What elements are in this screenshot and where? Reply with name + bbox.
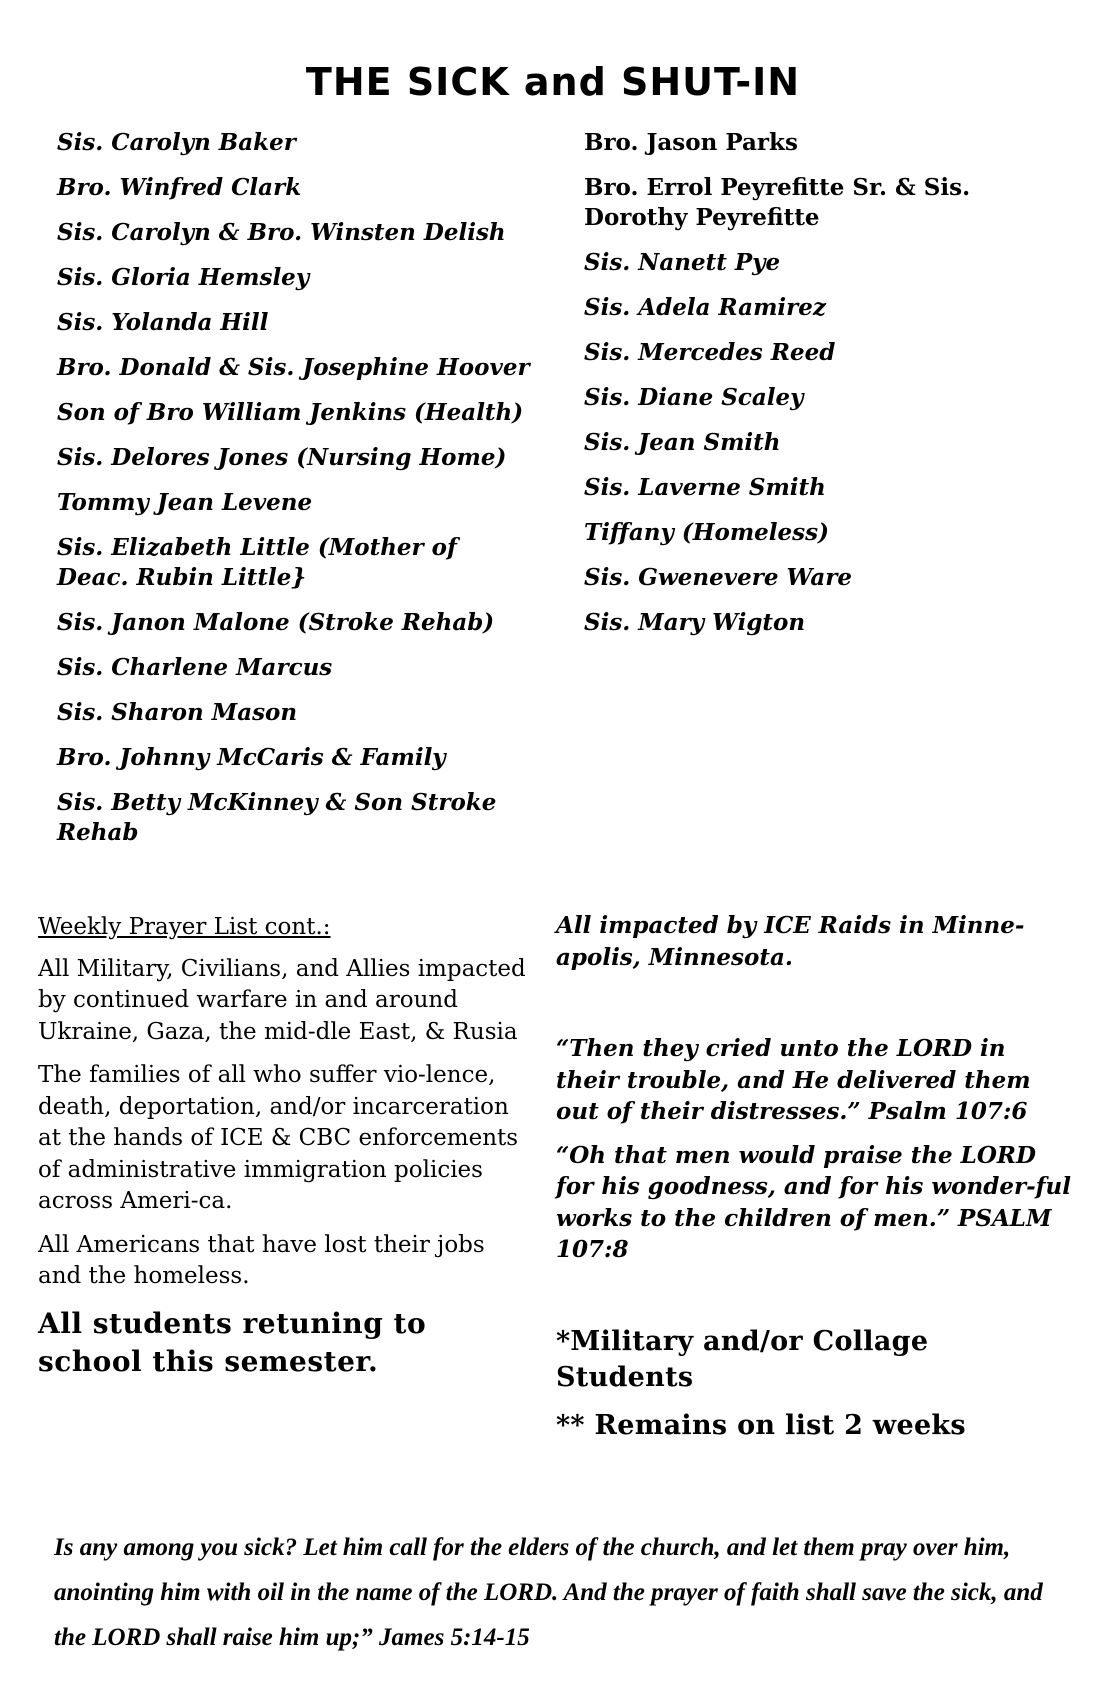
list-item: Sis. Diane Scaley xyxy=(584,384,804,411)
page-title: THE SICK and SHUT-IN xyxy=(305,60,801,104)
closing-scripture: Is any among you sick? Let him call for the elders of the church, and let them pray over him, anointing him with oil in the name of the LORD. And the prayer of faith shall save the sick, and the LORD shall raise him up;” James 5:14-15 xyxy=(54,1534,1043,1651)
list-item: Bro. Winfred Clark xyxy=(57,174,302,201)
sick-list-left xyxy=(57,128,557,863)
prayer-list-continued xyxy=(556,910,1071,1456)
list-item: Sis. Elizabeth Little (Mother of Deac. Rubin Little} xyxy=(57,534,457,591)
list-item: Sis. Betty McKinney & Son Stroke Rehab xyxy=(57,789,497,846)
list-item: Sis. Gwenevere Ware xyxy=(584,564,852,591)
legend-note: *Military and/or Collage Students xyxy=(556,1325,929,1393)
list-item: Sis. Yolanda Hill xyxy=(57,309,269,336)
prayer-item: All impacted by ICE Raids in Minne-apolis, Minnesota. xyxy=(556,912,1025,971)
list-item: Tommy Jean Levene xyxy=(57,489,313,516)
scripture-verse: “Oh that men would praise the LORD for his goodness, and for his wonder-ful works to the children of men.” PSALM 107:8 xyxy=(556,1141,1071,1263)
list-item: Bro. Johnny McCaris & Family xyxy=(57,744,446,771)
legend-note: ** Remains on list 2 weeks xyxy=(556,1409,966,1441)
list-item: Sis. Sharon Mason xyxy=(57,699,298,726)
prayer-item: All Military, Civilians, and Allies impacted by continued warfare in and around Ukraine, Gaza, the mid-dle East, & Rusia xyxy=(38,955,526,1045)
list-item: Sis. Nanett Pye xyxy=(584,249,781,276)
sick-list-right xyxy=(584,128,1084,653)
list-item: Sis. Adela Ramirez xyxy=(584,294,826,321)
list-item: Sis. Carolyn & Bro. Winsten Delish xyxy=(57,219,506,246)
list-item: Sis. Carolyn Baker xyxy=(57,129,296,156)
list-item: Tiffany (Homeless) xyxy=(584,519,829,546)
list-item: Sis. Jean Smith xyxy=(584,429,781,456)
list-item: Sis. Gloria Hemsley xyxy=(57,264,310,291)
list-item: Sis. Mary Wigton xyxy=(584,609,806,636)
list-item: Sis. Laverne Smith xyxy=(584,474,826,501)
weekly-prayer-list xyxy=(38,912,528,1393)
list-item: Sis. Charlene Marcus xyxy=(57,654,333,681)
list-item: Sis. Mercedes Reed xyxy=(584,339,836,366)
prayer-item: All students retuning to school this semester. xyxy=(38,1306,427,1378)
prayer-item: All Americans that have lost their jobs and the homeless. xyxy=(38,1231,485,1289)
list-item: Son of Bro William Jenkins (Health) xyxy=(57,399,524,426)
list-item: Bro. Jason Parks xyxy=(584,129,798,156)
list-item: Bro. Donald & Sis. Josephine Hoover xyxy=(57,354,530,381)
list-item: Sis. Janon Malone (Stroke Rehab) xyxy=(57,609,495,636)
prayer-list-heading: Weekly Prayer List cont.: xyxy=(38,914,331,940)
prayer-item: The families of all who suffer vio-lence, death, deportation, and/or incarceration at the hands of ICE & CBC enforcements of administrative immigration policies across Ameri-ca. xyxy=(38,1062,519,1214)
scripture-verse: “Then they cried unto the LORD in their trouble, and He delivered them out of their distresses.” Psalm 107:6 xyxy=(556,1035,1031,1125)
list-item: Sis. Delores Jones (Nursing Home) xyxy=(57,444,507,471)
list-item: Bro. Errol Peyrefitte Sr. & Sis. Dorothy Peyrefitte xyxy=(584,174,971,231)
